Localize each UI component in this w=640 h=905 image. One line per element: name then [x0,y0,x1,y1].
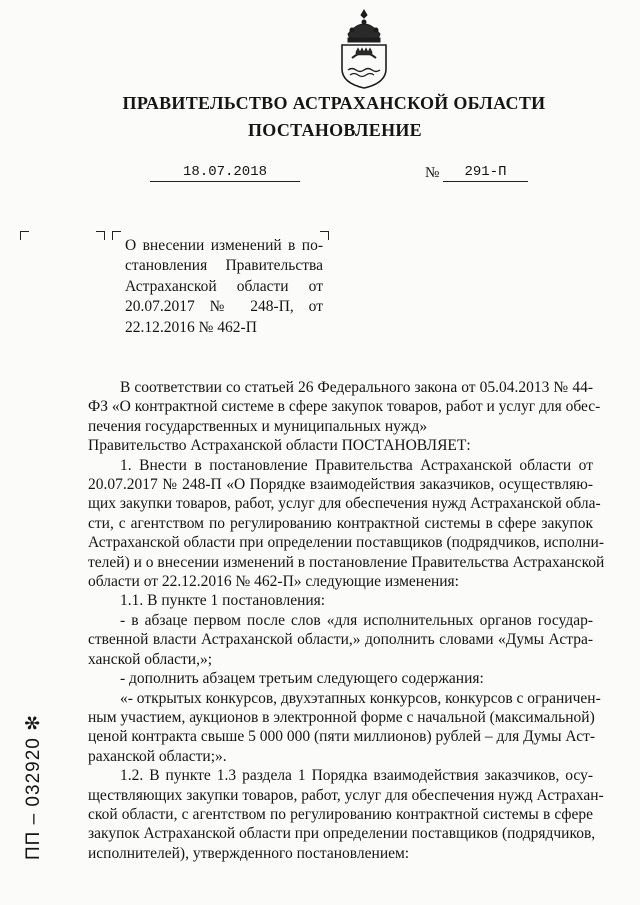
body-line: щих закупки товаров, работ, услуг для обеспечения нужд Астраханской обла- [88,495,601,513]
body-line: исполнителей), утвержденного постановлением: [88,844,410,862]
body-line: Астраханской области при определении поставщиков (подрядчиков, исполни- [88,534,605,552]
body-line: ханской области,»; [88,650,213,668]
body-line: Правительство Астраханской области ПОСТАНОВЛЯЕТ: [88,437,471,455]
body-line: - дополнить абзацем третьим следующего содержания: [120,670,484,688]
body-line: области от 22.12.2016 № 462-П» следующие изменения: [88,573,459,591]
body-line: 1.1. В пункте 1 постановления: [120,592,326,610]
body-line: - в абзаце первом после слов «для исполнительных органов государ- [120,611,593,629]
corner-mark [96,231,105,240]
body-line: ской области, с агентством по регулированию контрактной системы в сфере [88,805,593,823]
document-type-title: ПОСТАНОВЛЕНИЕ [248,120,422,140]
body-line: 1. Внести в постановление Правительства Астраханской области от [120,456,593,474]
body-line: печения государственных и муниципальных нужд» [88,417,428,435]
document-body [88,378,605,863]
number-label: № [425,165,440,181]
corner-mark [112,231,121,240]
subject-line: 20.07.2017 № 248-П, от [125,298,323,316]
corner-mark [20,231,29,240]
subject-line: 22.12.2016 № 462-П [125,318,257,336]
body-line: 20.07.2017 № 248-П «О Порядке взаимодействия заказчиков, осуществляю- [88,476,593,494]
subject-line: Астраханской области от [125,277,323,295]
body-line: ным участием, аукционов в электронной форме с начальной (максимальной) [88,708,595,726]
body-line: ственной власти Астраханской области,» дополнить словами «Думы Астра- [88,631,593,649]
government-title: ПРАВИТЕЛЬСТВО АСТРАХАНСКОЙ ОБЛАСТИ [122,93,546,113]
body-line: закупок Астраханской области при определении поставщиков (подрядчиков, [88,825,596,843]
body-line: сти, с агентством по регулированию контрактной системы в сфере закупок [88,514,593,532]
document-date: 18.07.2018 [150,163,300,182]
body-line: раханской области;». [88,747,227,765]
subject-line: становления Правительства [125,257,323,275]
coat-of-arms-icon [334,8,394,90]
body-line: В соответствии со статьей 26 Федерального закона от 05.04.2013 № 44- [120,379,593,396]
subject-block [125,236,323,338]
document-number: 291-П [443,163,528,182]
body-line: 1.2. В пункте 1.3 раздела 1 Порядка взаимодействия заказчиков, осу- [120,767,593,785]
body-line: ФЗ «О контрактной системе в сфере закупок товаров, работ и услуг для обес- [88,398,601,416]
body-line: «- открытых конкурсов, двухэтапных конкурсов, конкурсов с ограничен- [120,689,601,707]
body-line: телей) и о внесении изменений в постановление Правительства Астраханской [88,553,605,571]
body-line: ценой контракта свыше 5 000 000 (пяти миллионов) рублей – для Думы Аст- [88,728,596,746]
side-stamp: ПП – 032920 ✻ [23,713,44,860]
subject-line: О внесении изменений в по- [125,237,323,254]
body-line: ществляющих закупки товаров, работ, услуг для обеспечения нужд Астрахан- [88,786,604,804]
